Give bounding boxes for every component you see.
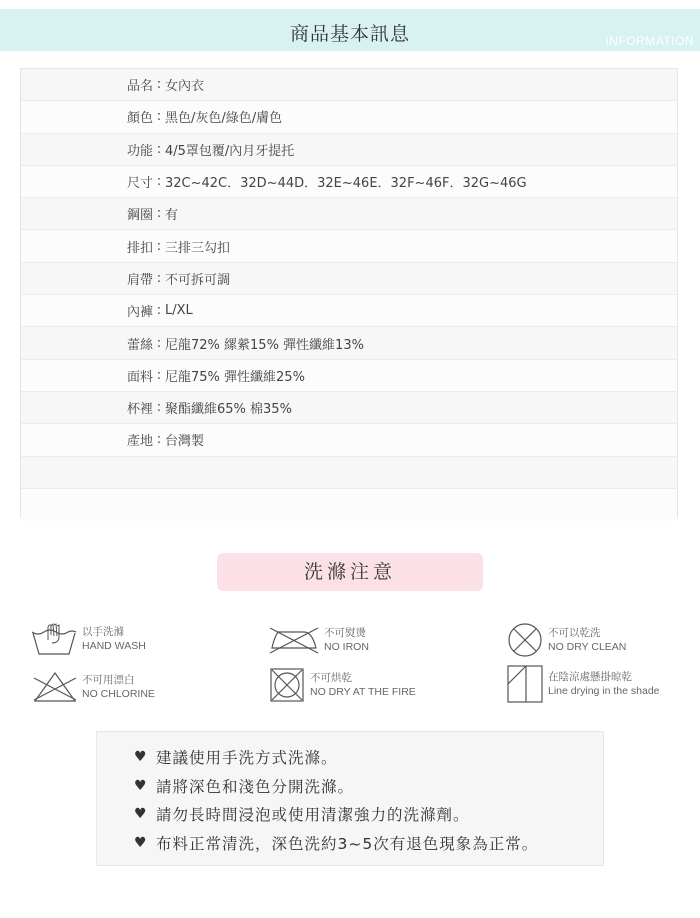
spec-value: 三排三勾扣 — [165, 240, 231, 256]
no-tumble-dry-icon — [268, 667, 306, 703]
spec-row — [21, 198, 677, 230]
heart-icon: ♥ — [134, 834, 147, 851]
section-subtitle: INFORMATION — [605, 34, 694, 48]
care-item-no-chlorine — [32, 670, 155, 704]
section-title: 商品基本訊息 — [289, 23, 410, 45]
spec-value: 不可拆可調 — [165, 272, 231, 288]
care-item-no-dry-clean — [506, 622, 626, 658]
spec-value: 4/5罩包覆/內月牙提托 — [165, 143, 295, 159]
line-dry-shade-icon — [506, 664, 544, 704]
spec-value: 台灣製 — [165, 434, 205, 450]
spec-row — [21, 69, 677, 101]
spec-separator: : — [156, 141, 162, 157]
spec-label: 內褲 — [126, 305, 153, 321]
spec-label: 面料 — [126, 369, 153, 385]
spec-separator: : — [156, 400, 162, 416]
spec-separator: : — [156, 432, 162, 448]
care-label-en: NO CHLORINE — [82, 688, 155, 700]
care-note — [134, 800, 603, 829]
care-note-text: 請勿長時間浸泡或使用清潔強力的洗滌劑。 — [156, 806, 470, 825]
spec-value: L/XL — [165, 303, 193, 319]
spec-row — [21, 424, 677, 456]
care-label-zh: 不可以乾洗 — [548, 627, 601, 639]
no-iron-icon — [268, 624, 320, 656]
spec-separator: : — [156, 270, 162, 286]
care-note — [134, 772, 603, 801]
spec-row — [21, 392, 677, 424]
spec-separator: : — [156, 206, 162, 222]
care-label-en: NO DRY AT THE FIRE — [310, 686, 416, 698]
spec-label: 顏色 — [126, 111, 153, 127]
spec-value: 黑色/灰色/綠色/膚色 — [165, 111, 283, 127]
care-item-hand-wash — [30, 622, 146, 656]
spec-row — [21, 166, 677, 198]
care-item-no-iron — [268, 624, 369, 656]
spec-row-empty — [21, 489, 677, 521]
care-item-no-tumble-dry — [268, 667, 416, 703]
spec-label: 杯裡 — [126, 402, 153, 418]
spec-value: 女內衣 — [165, 79, 205, 95]
spec-row — [21, 295, 677, 327]
care-item-line-dry-shade — [506, 664, 660, 704]
spec-separator: : — [156, 109, 162, 125]
spec-value: 有 — [165, 208, 179, 224]
spec-row — [21, 134, 677, 166]
care-note — [134, 743, 603, 772]
care-note — [134, 829, 603, 858]
spec-value: 32C~42C．32D~44D．32E~46E．32F~46F．32G~46G — [165, 176, 527, 192]
care-label-zh: 在陰涼處懸掛晾乾 — [548, 671, 632, 683]
spec-label: 排扣 — [126, 240, 153, 256]
care-note-text: 請將深色和淺色分開洗滌。 — [156, 777, 355, 796]
no-chlorine-icon — [32, 670, 78, 704]
spec-row — [21, 327, 677, 359]
info-header-banner — [0, 9, 700, 51]
heart-icon: ♥ — [134, 806, 147, 823]
heart-icon: ♥ — [134, 749, 147, 766]
spec-row — [21, 101, 677, 133]
spec-label: 鋼圈 — [126, 208, 153, 224]
care-label-zh: 以手洗滌 — [82, 626, 124, 638]
care-notes-box — [96, 731, 604, 866]
spec-label: 品名 — [126, 79, 153, 95]
spec-label: 尺寸 — [126, 176, 153, 192]
care-label-zh: 不可烘乾 — [310, 672, 352, 684]
care-label-en: NO DRY CLEAN — [548, 641, 627, 653]
spec-value: 尼龍75% 彈性纖維25% — [165, 369, 305, 385]
spec-row — [21, 360, 677, 392]
spec-separator: : — [156, 238, 162, 254]
care-label-zh: 不可用漂白 — [82, 674, 135, 686]
spec-separator: : — [156, 77, 162, 93]
spec-row-empty — [21, 457, 677, 489]
hand-wash-icon — [30, 622, 78, 656]
no-dry-clean-icon — [506, 622, 544, 658]
heart-icon: ♥ — [134, 777, 147, 794]
care-note-text: 布料正常清洗，深色洗約3~5次有退色現象為正常。 — [156, 834, 539, 853]
spec-table — [20, 68, 678, 518]
spec-separator: : — [156, 303, 162, 319]
care-note-text: 建議使用手洗方式洗滌。 — [156, 749, 338, 768]
spec-row — [21, 230, 677, 262]
spec-separator: : — [156, 335, 162, 351]
spec-row — [21, 263, 677, 295]
spec-separator: : — [156, 367, 162, 383]
spec-label: 蕾絲 — [126, 337, 153, 353]
care-label-en: HAND WASH — [82, 640, 146, 652]
care-label-zh: 不可熨燙 — [324, 627, 366, 639]
care-section-title: 洗滌注意 — [217, 553, 483, 591]
spec-value: 聚酯纖維65% 棉35% — [165, 402, 292, 418]
care-label-en: NO IRON — [324, 641, 369, 653]
care-label-en: Line drying in the shade — [548, 685, 660, 697]
spec-label: 產地 — [126, 434, 153, 450]
spec-value: 尼龍72% 縲縈15% 彈性纖維13% — [165, 337, 364, 353]
spec-label: 功能 — [126, 143, 153, 159]
spec-separator: : — [156, 174, 162, 190]
spec-label: 肩帶 — [126, 272, 153, 288]
